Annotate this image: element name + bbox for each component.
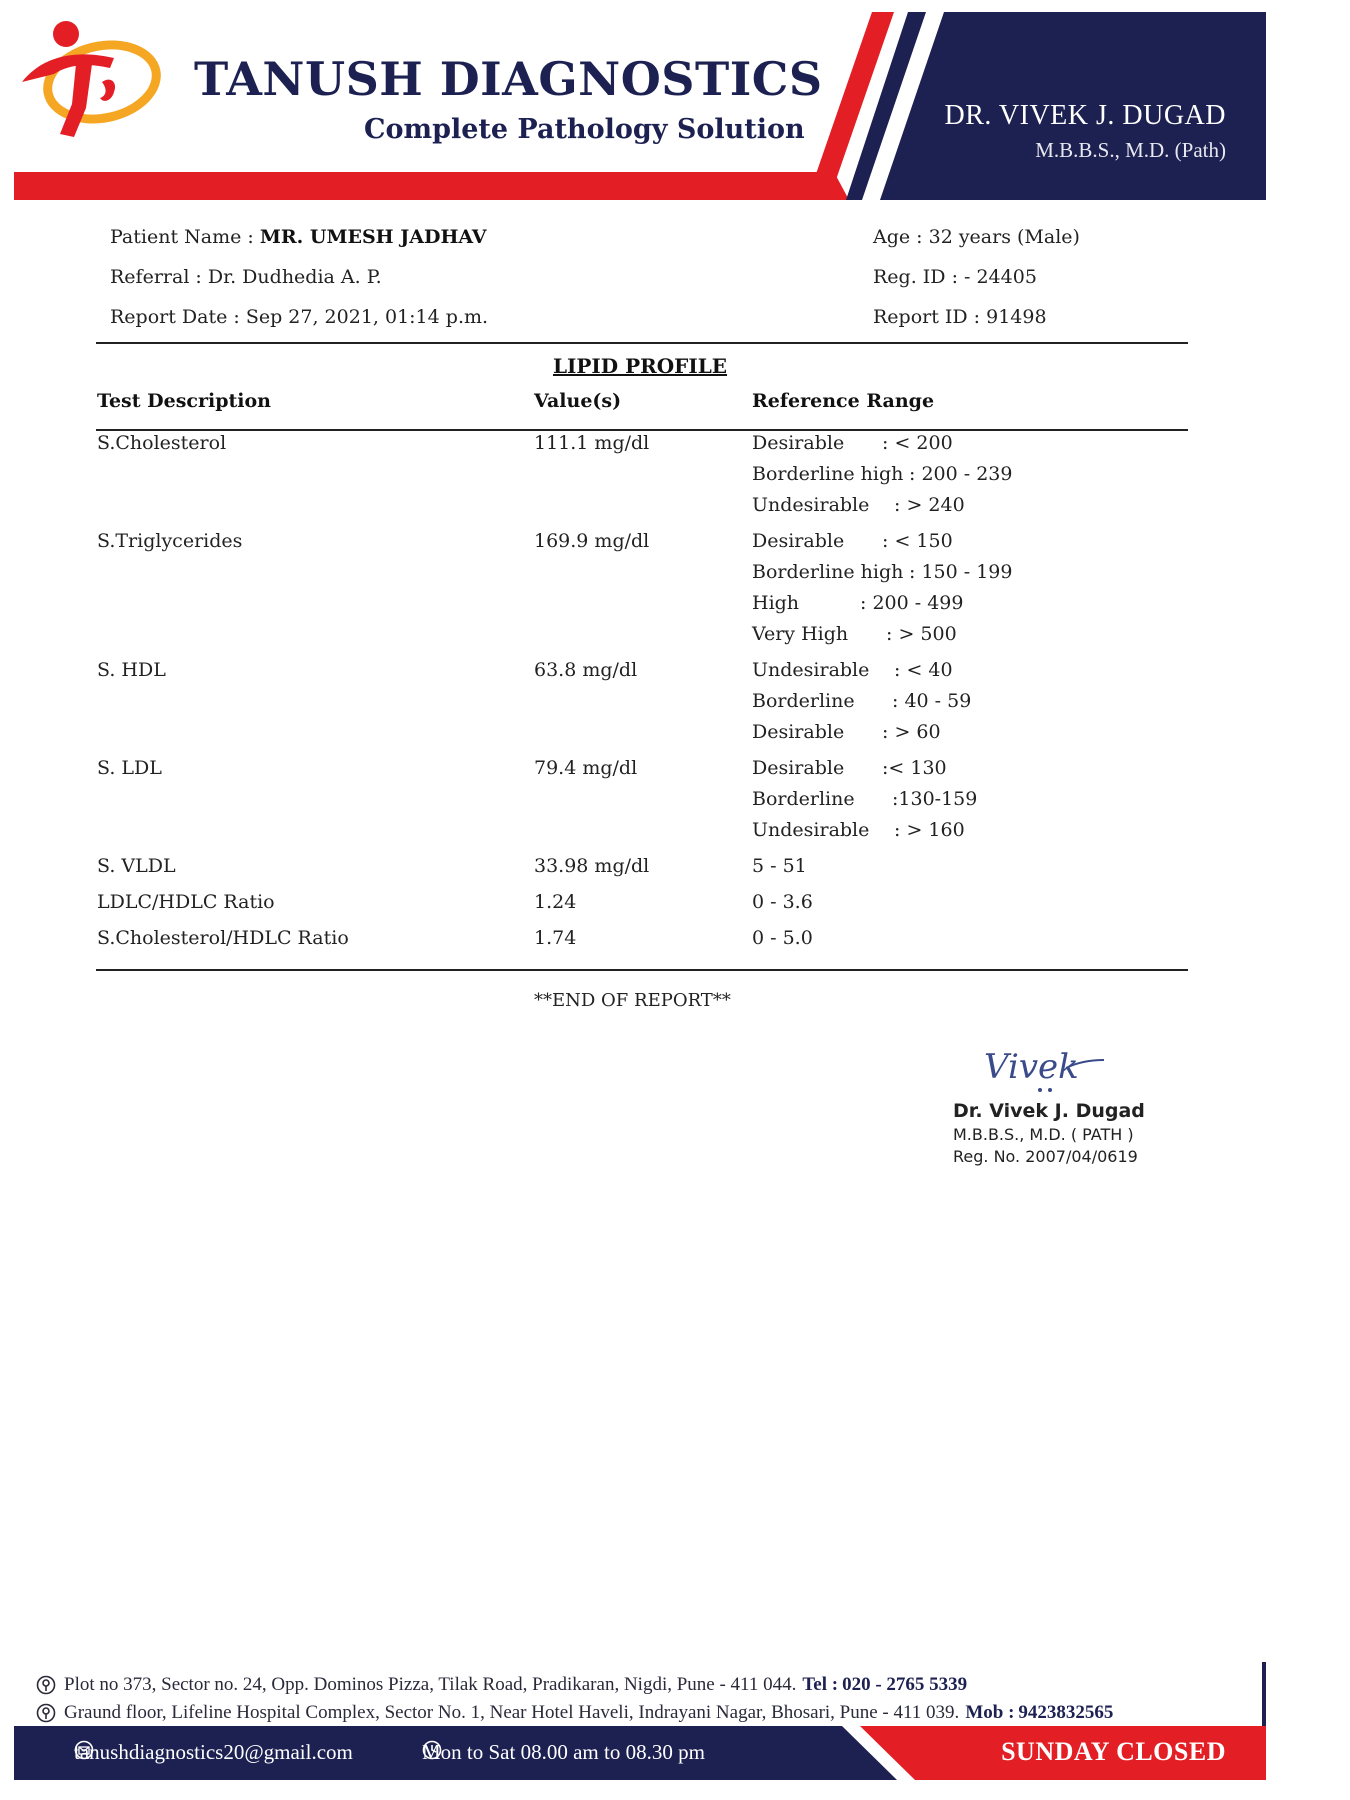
reference-range: : > 500 bbox=[886, 623, 957, 645]
test-value: 33.98 mg/dl bbox=[534, 855, 650, 877]
reference-label: Borderline bbox=[752, 690, 855, 712]
reference-range: : 200 - 239 bbox=[909, 463, 1013, 485]
tel-label: Tel : bbox=[802, 1674, 839, 1695]
mob-label: Mob : bbox=[965, 1702, 1015, 1723]
mob-value: 9423832565 bbox=[1018, 1702, 1114, 1723]
reference-label: Desirable bbox=[752, 757, 845, 779]
email-icon bbox=[74, 1740, 94, 1760]
test-value: 63.8 mg/dl bbox=[534, 659, 638, 681]
patient-name-value: MR. UMESH JADHAV bbox=[259, 226, 487, 248]
reference-label: Desirable bbox=[752, 432, 845, 454]
signature-text: Vivek bbox=[984, 1047, 1079, 1087]
address-2: Graund floor, Lifeline Hospital Complex, Sector No. 1, Near Hotel Haveli, Indrayani Nagar, Bhosari, Pune - 411 039. bbox=[64, 1702, 960, 1723]
reference-range: : 150 - 199 bbox=[909, 561, 1013, 583]
location-pin-icon bbox=[36, 1675, 56, 1695]
sunday-closed: SUNDAY CLOSED bbox=[1001, 1737, 1226, 1766]
reference-label: Undesirable bbox=[752, 819, 870, 841]
footer-hours bbox=[422, 1740, 705, 1765]
email-address: tanushdiagnostics20@gmail.com bbox=[74, 1740, 353, 1764]
reference-range: : < 200 bbox=[882, 432, 953, 454]
tel-value: 020 - 2765 5339 bbox=[842, 1674, 968, 1695]
referral: Referral : Dr. Dudhedia A. P. bbox=[110, 266, 382, 288]
test-value: 111.1 mg/dl bbox=[534, 432, 650, 454]
signatory-name: Dr. Vivek J. Dugad bbox=[953, 1100, 1145, 1122]
reference-range: : > 240 bbox=[894, 494, 965, 516]
divider bbox=[96, 342, 1188, 344]
test-value: 169.9 mg/dl bbox=[534, 530, 650, 552]
header-doctor-qualification: M.B.B.S., M.D. (Path) bbox=[1035, 138, 1226, 162]
test-value: 1.74 bbox=[534, 927, 577, 949]
table-header-rule bbox=[96, 429, 1188, 431]
location-pin-icon bbox=[36, 1703, 56, 1723]
reference-range: : 200 - 499 bbox=[860, 592, 964, 614]
address-1: Plot no 373, Sector no. 24, Opp. Dominos Pizza, Tilak Road, Pradikaran, Nigdi, Pune - 411 044. bbox=[64, 1674, 797, 1695]
reference-label: Desirable bbox=[752, 721, 845, 743]
reference-range: : < 150 bbox=[882, 530, 953, 552]
column-header-range: Reference Range bbox=[752, 390, 935, 412]
report-header bbox=[14, 12, 1266, 200]
end-of-report: **END OF REPORT** bbox=[534, 990, 731, 1011]
reference-label: 5 - 51 bbox=[752, 855, 807, 877]
patient-name-label: Patient Name : bbox=[110, 226, 254, 248]
signatory-registration: Reg. No. 2007/04/0619 bbox=[953, 1147, 1138, 1166]
address-line-nigdi bbox=[36, 1674, 967, 1696]
report-date: Report Date : Sep 27, 2021, 01:14 p.m. bbox=[110, 306, 489, 328]
test-value: 1.24 bbox=[534, 891, 577, 913]
column-header-test: Test Description bbox=[97, 390, 271, 412]
patient-name bbox=[110, 226, 487, 248]
column-header-value: Value(s) bbox=[534, 390, 622, 412]
reference-label: Undesirable bbox=[752, 494, 870, 516]
table-bottom-rule bbox=[96, 969, 1188, 971]
reference-label: Borderline high bbox=[752, 463, 904, 485]
reference-range: :< 130 bbox=[882, 757, 947, 779]
report-title: LIPID PROFILE bbox=[552, 354, 728, 378]
registration-id: Reg. ID : - 24405 bbox=[873, 266, 1037, 288]
patient-age: Age : 32 years (Male) bbox=[873, 226, 1080, 248]
reference-label: Undesirable bbox=[752, 659, 870, 681]
address-line-bhosari bbox=[36, 1702, 1113, 1724]
header-doctor-name: DR. VIVEK J. DUGAD bbox=[944, 100, 1226, 131]
reference-label: Borderline high bbox=[752, 561, 904, 583]
test-name: S.Cholesterol/HDLC Ratio bbox=[97, 927, 349, 949]
reference-range: : 40 - 59 bbox=[892, 690, 972, 712]
reference-range: : < 40 bbox=[894, 659, 953, 681]
test-name: S.Cholesterol bbox=[97, 432, 227, 454]
test-name: LDLC/HDLC Ratio bbox=[97, 891, 275, 913]
reference-label: Desirable bbox=[752, 530, 845, 552]
footer-email bbox=[74, 1740, 353, 1765]
clock-icon bbox=[422, 1740, 442, 1760]
test-name: S. VLDL bbox=[97, 855, 176, 877]
brand-name: TANUSH DIAGNOSTICS bbox=[194, 52, 823, 106]
test-name: S. HDL bbox=[97, 659, 166, 681]
test-name: S. LDL bbox=[97, 757, 162, 779]
working-hours: Mon to Sat 08.00 am to 08.30 pm bbox=[422, 1740, 705, 1764]
test-name: S.Triglycerides bbox=[97, 530, 243, 552]
signatory-qualification: M.B.B.S., M.D. ( PATH ) bbox=[953, 1125, 1134, 1144]
runner-logo-icon bbox=[14, 12, 164, 142]
footer-bar bbox=[14, 1726, 1266, 1780]
reference-range: : > 160 bbox=[894, 819, 965, 841]
reference-range: :130-159 bbox=[892, 788, 978, 810]
reference-label: High bbox=[752, 592, 800, 614]
reference-label: Very High bbox=[752, 623, 849, 645]
brand-tagline: Complete Pathology Solution bbox=[364, 114, 805, 145]
reference-range: : > 60 bbox=[882, 721, 941, 743]
report-id: Report ID : 91498 bbox=[873, 306, 1047, 328]
signature-icon bbox=[980, 1038, 1110, 1100]
reference-label: 0 - 5.0 bbox=[752, 927, 813, 949]
reference-label: 0 - 3.6 bbox=[752, 891, 813, 913]
test-value: 79.4 mg/dl bbox=[534, 757, 638, 779]
reference-label: Borderline bbox=[752, 788, 855, 810]
